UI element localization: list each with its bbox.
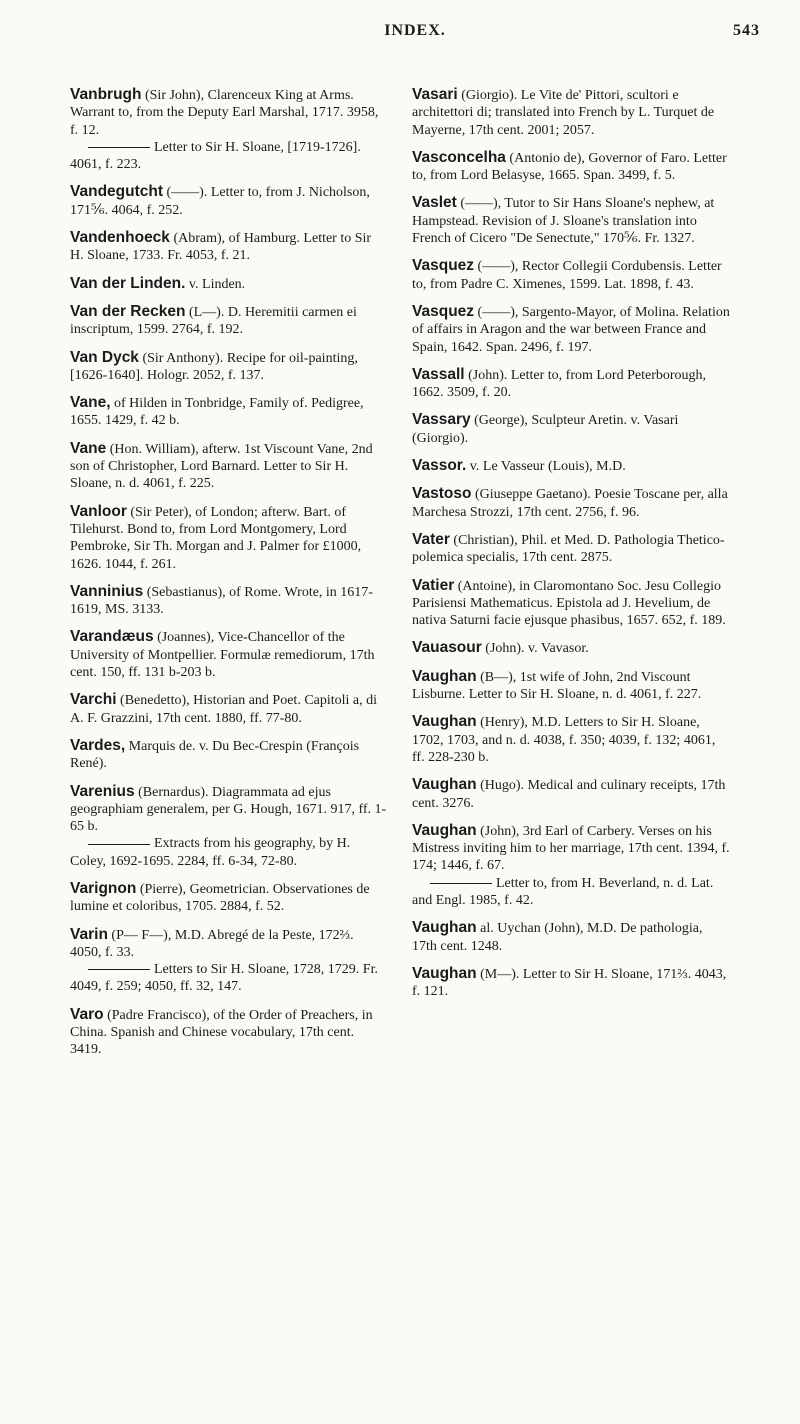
entry-headword: Varo bbox=[70, 1005, 104, 1023]
index-entry bbox=[412, 639, 730, 657]
index-entry bbox=[412, 776, 730, 812]
index-entry bbox=[412, 919, 730, 955]
entry-headword: Vasquez bbox=[412, 302, 475, 320]
ditto-rule bbox=[88, 969, 150, 970]
ditto-rule bbox=[430, 883, 492, 884]
entry-text: (Antonio de), Governor of Faro. Letter to, from Lord Belasyse, 1665. Span. 3499, f. 5. bbox=[412, 150, 727, 184]
entry-text: (George), Sculpteur Aretin. v. Vasari (Giorgio). bbox=[412, 413, 679, 446]
entry-headword: Vaughan bbox=[412, 776, 477, 794]
entry-text: (M—). Letter to Sir H. Sloane, 171⅔. 4043, f. 121. bbox=[412, 966, 727, 1000]
entry-text: (Giuseppe Gaetano). Poesie Toscane per, alla Marchesa Strozzi, 17th cent. 2756, f. 96. bbox=[412, 487, 728, 520]
entry-headword: Vasquez bbox=[412, 257, 475, 275]
index-entry bbox=[70, 737, 388, 773]
entry-headword: Varignon bbox=[70, 879, 137, 897]
entry-text: (——), Sargento-Mayor, of Molina. Relation of affairs in Aragon and the war between France and Spain, 1642. Span. 2496, f. 197. bbox=[412, 304, 730, 355]
entry-headword: Vanbrugh bbox=[70, 86, 142, 103]
entry-headword: Vasari bbox=[412, 86, 458, 103]
entry-text: (Christian), Phil. et Med. D. Pathologia Thetico-polemica specialis, 17th cent. 2875. bbox=[412, 532, 725, 566]
index-entry bbox=[70, 1006, 388, 1059]
entry-text: (Hugo). Medical and culinary receipts, 17th cent. 3276. bbox=[412, 778, 726, 811]
right-column bbox=[412, 86, 730, 1010]
entry-text: Marquis de. v. Du Bec-Crespin (François René). bbox=[70, 738, 360, 772]
entry-headword: Van der Linden. bbox=[70, 274, 186, 292]
index-entry bbox=[70, 783, 388, 870]
entry-headword: Vassary bbox=[412, 411, 471, 429]
index-entry bbox=[70, 440, 388, 493]
entry-headword: Vauasour bbox=[412, 639, 482, 657]
index-entry bbox=[70, 926, 388, 996]
index-entry bbox=[70, 349, 388, 385]
entry-text: of Hilden in Tonbridge, Family of. Pedigree, 1655. 1429, f. 42 b. bbox=[70, 396, 364, 429]
entry-headword: Vater bbox=[412, 530, 450, 548]
entry-text: (Hon. William), afterw. 1st Viscount Vane, 2nd son of Christopher, Lord Barnard. Letter to Sir H. Sloane, n. d. 4061, f. 225. bbox=[70, 441, 373, 492]
index-entry bbox=[412, 86, 730, 139]
entry-text: (Benedetto), Historian and Poet. Capitoli a, di A. F. Grazzini, 17th cent. 1880, ff. 77-80. bbox=[70, 693, 378, 726]
index-entry bbox=[412, 194, 730, 247]
page-number: 543 bbox=[733, 22, 760, 39]
index-entry bbox=[412, 485, 730, 521]
entry-headword: Vaughan bbox=[412, 713, 477, 731]
index-entry bbox=[412, 411, 730, 447]
index-entry bbox=[412, 366, 730, 402]
entry-text: (Antoine), in Claromontano Soc. Jesu Collegio Parisiensi Mathematicus. Epistola ad J. Hevelium, de nativa Saturni facie ejusque phasibus, 1657. 652, f. 189. bbox=[412, 578, 726, 629]
entry-headword: Vassor. bbox=[412, 457, 467, 475]
index-entry bbox=[412, 713, 730, 766]
entry-headword: Varandæus bbox=[70, 628, 154, 646]
entry-subentry: Letter to Sir H. Sloane, [1719-1726]. 4061, f. 223. bbox=[70, 139, 361, 173]
entry-text: (John), 3rd Earl of Carbery. Verses on his Mistress inviting him to her marriage, 17th cent. 1394, f. 174; 1446, f. 67. bbox=[412, 823, 730, 874]
index-entry bbox=[70, 691, 388, 727]
entry-text: (Joannes), Vice-Chancellor of the University of Montpellier. Formulæ remediorum, 17th cent. 150, ff. 131 b-203 b. bbox=[70, 630, 375, 681]
index-entry bbox=[412, 457, 730, 475]
index-entry bbox=[412, 668, 730, 704]
ditto-rule bbox=[88, 147, 150, 148]
index-entry bbox=[412, 531, 730, 567]
index-entry bbox=[70, 503, 388, 573]
entry-subentry: Letter to, from H. Beverland, n. d. Lat. and Engl. 1985, f. 42. bbox=[412, 875, 714, 908]
index-entry bbox=[70, 183, 388, 219]
entry-headword: Van Dyck bbox=[70, 348, 139, 366]
entry-headword: Vassall bbox=[412, 365, 465, 383]
entry-text: (P— F—), M.D. Abregé de la Peste, 172⅔. 4050, f. 33. bbox=[70, 927, 354, 960]
entry-subentry: Extracts from his geography, by H. Coley, 1692-1695. 2284, ff. 6-34, 72-80. bbox=[70, 836, 351, 869]
index-entry bbox=[412, 965, 730, 1001]
index-entry bbox=[70, 86, 388, 173]
entry-text: (——), Rector Collegii Cordubensis. Letter to, from Padre C. Ximenes, 1599. Lat. 1898, f. 43. bbox=[412, 259, 722, 292]
entry-headword: Van der Recken bbox=[70, 302, 186, 320]
entry-text: (——). Letter to, from J. Nicholson, 171⅚. 4064, f. 252. bbox=[70, 185, 370, 218]
entry-text: (Sir John), Clarenceux King at Arms. Warrant to, from the Deputy Earl Marshal, 1717. 3958, f. 12. bbox=[70, 88, 379, 138]
entry-text: al. Uychan (John), M.D. De pathologia, 17th cent. 1248. bbox=[412, 921, 703, 954]
entry-headword: Vastoso bbox=[412, 485, 472, 503]
entry-text: (Giorgio). Le Vite de' Pittori, scultori e architettori di; translated into French by L. Turquet de Mayerne, 17th cent. 2001; 2057. bbox=[412, 88, 715, 138]
entry-headword: Varenius bbox=[70, 782, 135, 800]
entry-headword: Vanninius bbox=[70, 582, 144, 600]
entry-headword: Vane, bbox=[70, 394, 111, 412]
index-entry bbox=[412, 577, 730, 630]
entry-headword: Vanloor bbox=[70, 502, 127, 520]
entry-text: (L—). D. Heremitii carmen ei inscriptum, 1599. 2764, f. 192. bbox=[70, 304, 357, 338]
entry-text: (Padre Francisco), of the Order of Preachers, in China. Spanish and Chinese vocabulary, 17th cent. 3419. bbox=[70, 1007, 373, 1058]
ditto-rule bbox=[88, 844, 150, 845]
index-entry bbox=[70, 229, 388, 265]
index-entry bbox=[412, 257, 730, 293]
left-column bbox=[70, 86, 388, 1069]
entry-headword: Vaughan bbox=[412, 964, 477, 982]
page-header bbox=[70, 22, 760, 46]
entry-text: (Abram), of Hamburg. Letter to Sir H. Sloane, 1733. Fr. 4053, f. 21. bbox=[70, 231, 372, 264]
entry-headword: Varin bbox=[70, 925, 108, 943]
entry-text: (Bernardus). Diagrammata ad ejus geographiam generalem, per G. Hough, 1671. 917, ff. 1-65 b. bbox=[70, 784, 387, 835]
entry-text: (Henry), M.D. Letters to Sir H. Sloane, 1702, 1703, and n. d. 4038, f. 350; 4039, f. 132; 4061, ff. 228-230 b. bbox=[412, 715, 716, 765]
entry-subentry: Letters to Sir H. Sloane, 1728, 1729. Fr. 4049, f. 259; 4050, ff. 32, 147. bbox=[70, 962, 378, 995]
entry-text: (Sir Anthony). Recipe for oil-painting,[1626-1640]. Hologr. 2052, f. 137. bbox=[70, 350, 358, 383]
entry-headword: Vasconcelha bbox=[412, 148, 506, 166]
entry-text: (John). v. Vavasor. bbox=[481, 641, 589, 657]
index-entry bbox=[412, 822, 730, 909]
entry-text: v. Linden. bbox=[185, 276, 246, 292]
entry-text: (——), Tutor to Sir Hans Sloane's nephew, at Hampstead. Revision of J. Sloane's translation into French of Cicero "De Senectute," 170⅚. Fr. 1327. bbox=[412, 196, 715, 247]
entry-text: (B—), 1st wife of John, 2nd Viscount Lisburne. Letter to Sir H. Sloane, n. d. 4061, f. 227. bbox=[412, 669, 702, 703]
entry-text: (Sir Peter), of London; afterw. Bart. of Tilehurst. Bond to, from Lord Montgomery, Lord Pembroke, Sir Th. Morgan and J. Palmer for £1000, 1626. 1044, f. 261. bbox=[70, 504, 362, 572]
entry-headword: Vaughan bbox=[412, 919, 477, 937]
index-entry bbox=[412, 149, 730, 185]
entry-headword: Vane bbox=[70, 439, 107, 457]
entry-headword: Vatier bbox=[412, 576, 455, 594]
index-entry bbox=[70, 628, 388, 681]
entry-text: (John). Letter to, from Lord Peterborough, 1662. 3509, f. 20. bbox=[412, 367, 707, 401]
entry-text: (Pierre), Geometrician. Observationes de lumine et coloribus, 1705. 2884, f. 52. bbox=[70, 881, 370, 915]
entry-headword: Varchi bbox=[70, 691, 117, 709]
index-entry bbox=[412, 303, 730, 356]
index-entry bbox=[70, 880, 388, 916]
index-entry bbox=[70, 583, 388, 619]
index-entry bbox=[70, 394, 388, 430]
entry-headword: Vaslet bbox=[412, 194, 457, 212]
entry-headword: Vandegutcht bbox=[70, 183, 164, 201]
running-title: INDEX. bbox=[384, 22, 446, 39]
entry-text: (Sebastianus), of Rome. Wrote, in 1617-1619, MS. 3133. bbox=[70, 584, 373, 618]
entry-headword: Vaughan bbox=[412, 821, 477, 839]
index-entry bbox=[70, 303, 388, 339]
index-entry bbox=[70, 275, 388, 293]
entry-text: v. Le Vasseur (Louis), M.D. bbox=[466, 459, 626, 475]
entry-headword: Vaughan bbox=[412, 667, 477, 685]
entry-headword: Vardes, bbox=[70, 736, 126, 754]
entry-headword: Vandenhoeck bbox=[70, 229, 170, 247]
